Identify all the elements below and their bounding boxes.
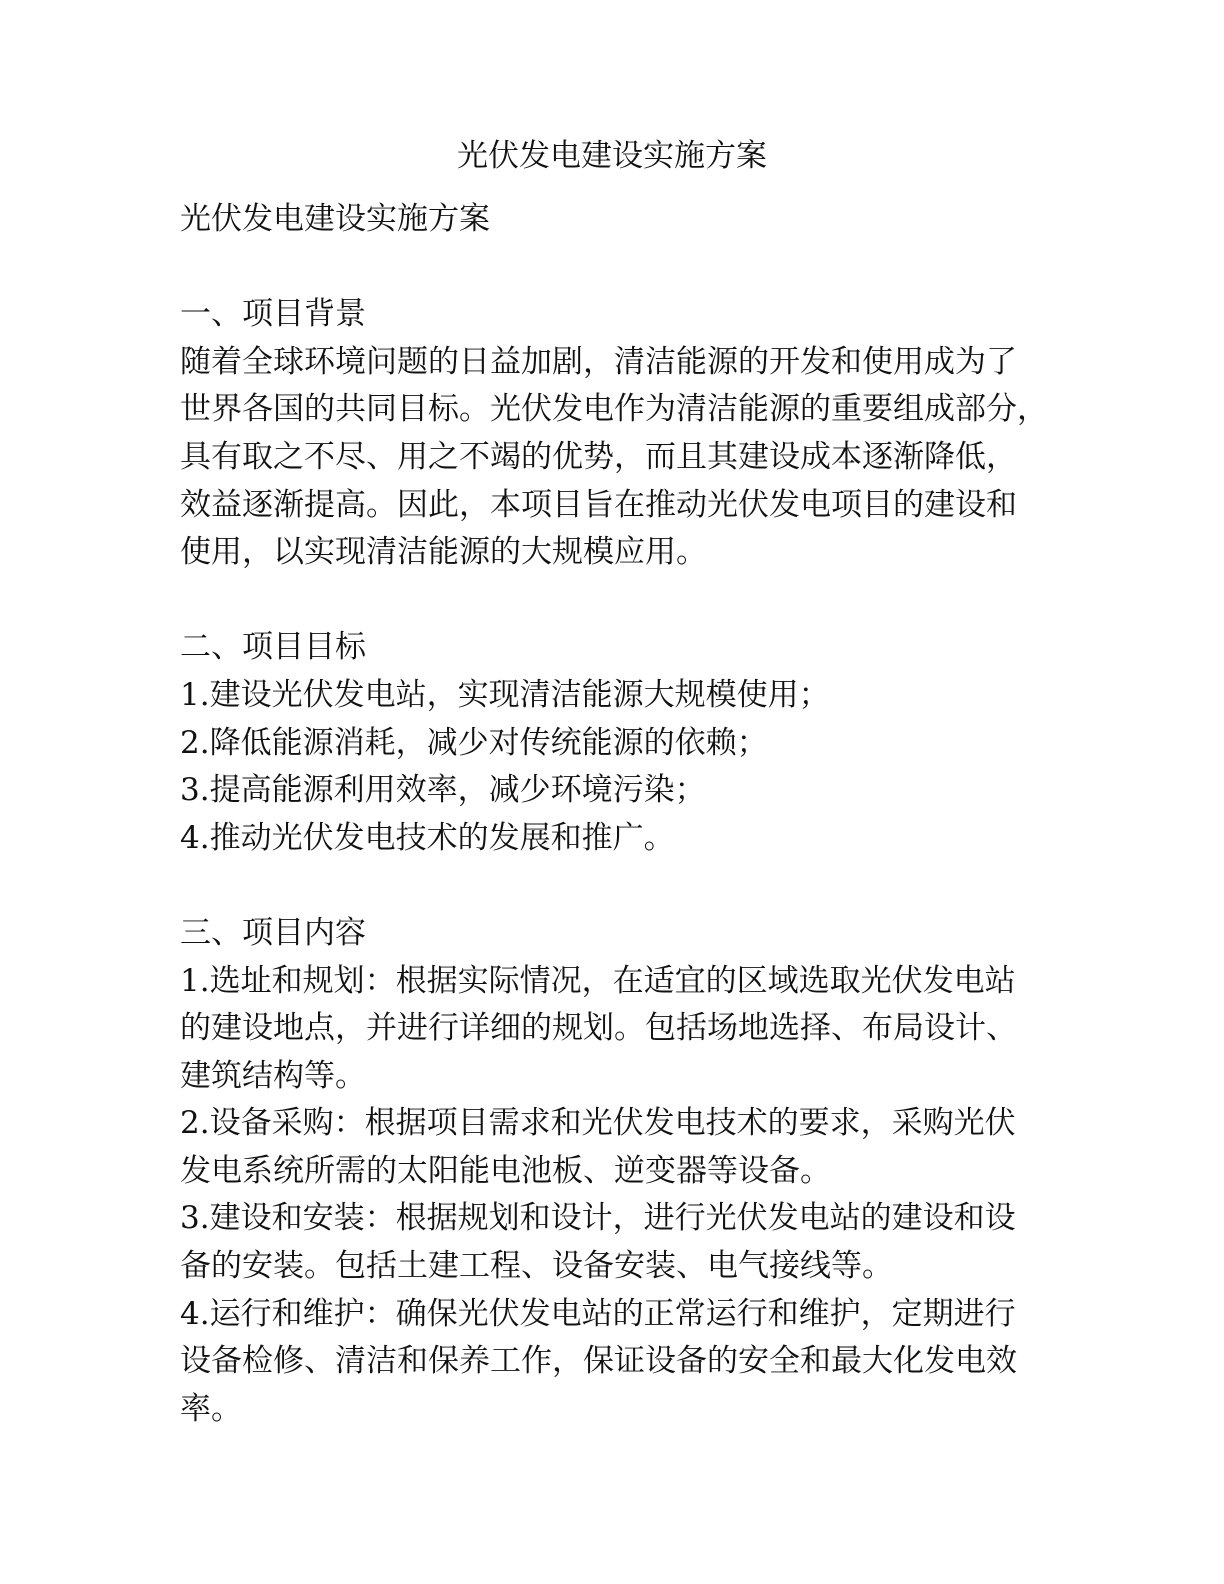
list-item-line: 发电系统所需的太阳能电池板、逆变器等设备。 bbox=[180, 1152, 831, 1189]
section-content bbox=[180, 910, 1060, 1434]
section-background bbox=[180, 291, 1060, 577]
section-heading: 二、项目目标 bbox=[180, 629, 366, 666]
paragraph-line: 随着全球环境问题的日益加剧，清洁能源的开发和使用成为了 bbox=[180, 343, 1017, 380]
list-item-line: 4.运行和维护：确保光伏发电站的正常运行和维护，定期进行 bbox=[180, 1295, 1016, 1332]
blank-line bbox=[180, 862, 1060, 910]
list-item: 2.降低能源消耗，减少对传统能源的依赖； bbox=[180, 724, 768, 761]
section-goals bbox=[180, 624, 1060, 862]
paragraph-line: 具有取之不尽、用之不竭的优势，而且其建设成本逐渐降低， bbox=[180, 438, 1017, 475]
paragraph-line: 使用，以实现清洁能源的大规模应用。 bbox=[180, 534, 707, 571]
list-item: 1.建设光伏发电站，实现清洁能源大规模使用； bbox=[180, 676, 830, 713]
document-subtitle: 光伏发电建设实施方案 bbox=[180, 201, 490, 237]
list-item-line: 率。 bbox=[180, 1390, 242, 1427]
list-item-line: 1.选址和规划：根据实际情况，在适宜的区域选取光伏发电站 bbox=[180, 962, 1016, 999]
document-body bbox=[180, 196, 1060, 1433]
list-item-line: 的建设地点，并进行详细的规划。包括场地选择、布局设计、 bbox=[180, 1010, 1017, 1047]
blank-line bbox=[180, 244, 1060, 292]
section-heading: 一、项目背景 bbox=[180, 296, 366, 333]
paragraph-line: 效益逐渐提高。因此，本项目旨在推动光伏发电项目的建设和 bbox=[180, 486, 1017, 523]
document-title: 光伏发电建设实施方案 bbox=[457, 138, 767, 174]
paragraph-line: 世界各国的共同目标。光伏发电作为清洁能源的重要组成部分， bbox=[180, 391, 1048, 428]
list-item-line: 3.建设和安装：根据规划和设计，进行光伏发电站的建设和设 bbox=[180, 1200, 1016, 1237]
section-heading: 三、项目内容 bbox=[180, 914, 366, 951]
list-item: 4.推动光伏发电技术的发展和推广。 bbox=[180, 819, 675, 856]
list-item-line: 建筑结构等。 bbox=[180, 1057, 366, 1094]
list-item-line: 2.设备采购：根据项目需求和光伏发电技术的要求，采购光伏 bbox=[180, 1105, 1016, 1142]
list-item-line: 备的安装。包括土建工程、设备安装、电气接线等。 bbox=[180, 1248, 893, 1285]
blank-line bbox=[180, 577, 1060, 625]
list-item: 3.提高能源利用效率，减少环境污染； bbox=[180, 772, 706, 809]
list-item-line: 设备检修、清洁和保养工作，保证设备的安全和最大化发电效 bbox=[180, 1343, 1017, 1380]
